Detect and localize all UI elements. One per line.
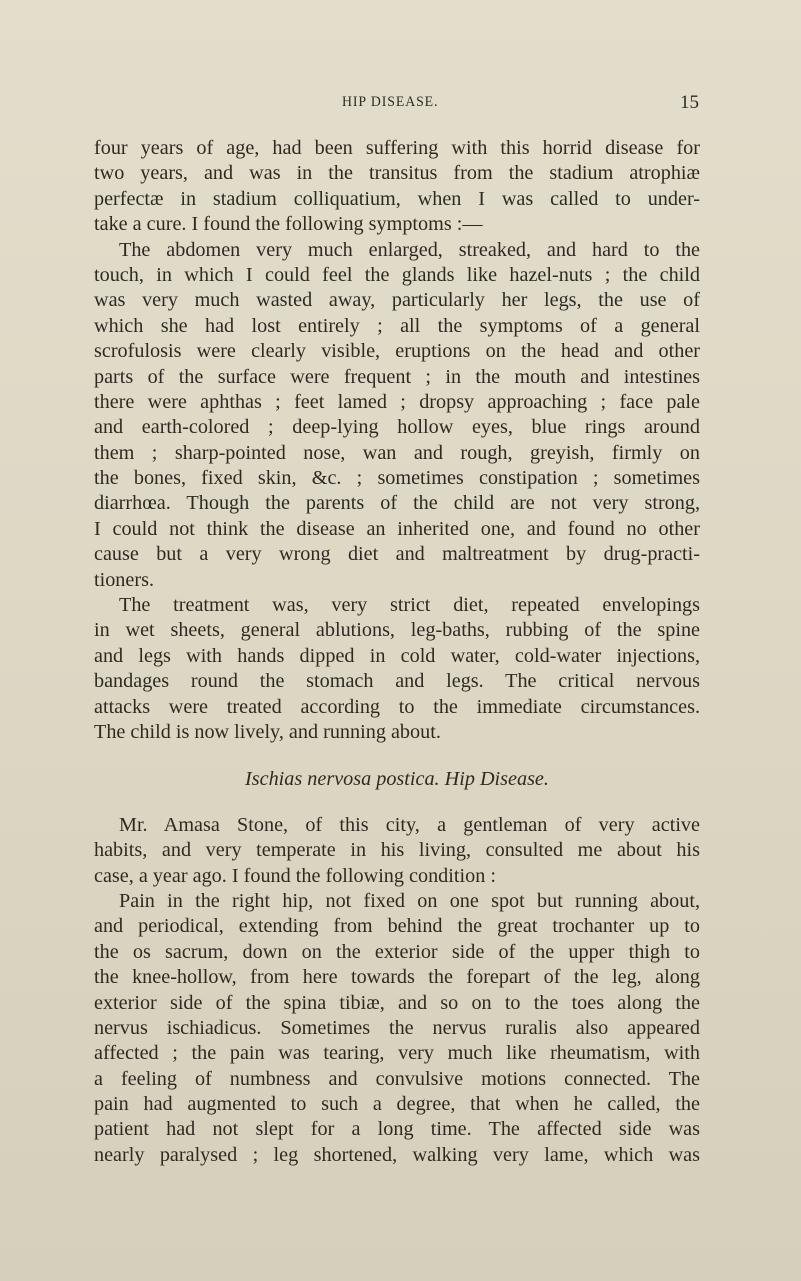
text-line: tioners.: [94, 568, 154, 591]
text-line: two years, and was in the transitus from the stadium atrophiæ: [94, 162, 700, 185]
text-line: the knee-hollow, from here towards the forepart of the leg, along: [94, 966, 700, 989]
page-number: 15: [680, 92, 699, 113]
text-line: and periodical, extending from behind the great trochanter up to: [94, 915, 700, 938]
running-title: HIP DISEASE.: [342, 94, 439, 110]
text-line: nearly paralysed ; leg shortened, walking very lame, which was: [94, 1143, 700, 1166]
text-line: case, a year ago. I found the following condition :: [94, 864, 496, 887]
text-line: cause but a very wrong diet and maltreatment by drug-practi-: [94, 543, 700, 566]
body-text: [94, 136, 700, 1168]
text-line: Pain in the right hip, not fixed on one spot but running about,: [119, 889, 700, 912]
text-line: nervus ischiadicus. Sometimes the nervus ruralis also appeared: [94, 1016, 700, 1039]
text-line: touch, in which I could feel the glands like hazel-nuts ; the child: [94, 263, 700, 286]
running-head: [0, 92, 801, 116]
text-line: The treatment was, very strict diet, repeated envelopings: [119, 594, 700, 617]
text-line: the os sacrum, down on the exterior side of the upper thigh to: [94, 940, 700, 963]
text-line: Mr. Amasa Stone, of this city, a gentleman of very active: [119, 813, 700, 836]
text-line: exterior side of the spina tibiæ, and so on to the toes along the: [94, 991, 700, 1014]
paragraph: [94, 889, 700, 1168]
text-line: affected ; the pain was tearing, very much like rheumatism, with: [94, 1042, 700, 1065]
text-line: them ; sharp-pointed nose, wan and rough, greyish, firmly on: [94, 441, 700, 464]
text-line: patient had not slept for a long time. The affected side was: [94, 1118, 700, 1141]
text-line: was very much wasted away, particularly her legs, the use of: [94, 289, 700, 312]
text-line: and earth-colored ; deep-lying hollow eyes, blue rings around: [94, 416, 700, 439]
text-line: The child is now lively, and running about.: [94, 720, 441, 743]
text-line: which she had lost entirely ; all the symptoms of a general: [94, 314, 700, 337]
paragraph: [94, 813, 700, 889]
text-line: attacks were treated according to the immediate circumstances.: [94, 695, 700, 718]
text-line: take a cure. I found the following symptoms :—: [94, 213, 483, 236]
text-line: parts of the surface were frequent ; in the mouth and intestines: [94, 365, 700, 388]
text-line: there were aphthas ; feet lamed ; dropsy approaching ; face pale: [94, 390, 700, 413]
paragraph: [94, 238, 700, 593]
text-line: and legs with hands dipped in cold water, cold-water injections,: [94, 644, 700, 667]
text-line: I could not think the disease an inherited one, and found no other: [94, 517, 700, 540]
paragraph: [94, 136, 700, 238]
text-line: pain had augmented to such a degree, that when he called, the: [94, 1093, 700, 1116]
text-line: a feeling of numbness and convulsive motions connected. The: [94, 1067, 700, 1090]
text-line: The abdomen very much enlarged, streaked, and hard to the: [119, 238, 700, 261]
text-line: bandages round the stomach and legs. The critical nervous: [94, 670, 700, 693]
paragraph: [94, 593, 700, 745]
text-line: perfectæ in stadium colliquatium, when I was called to under-: [94, 187, 700, 210]
text-line: diarrhœa. Though the parents of the child are not very strong,: [94, 492, 700, 515]
section-heading: Ischias nervosa postica. Hip Disease.: [245, 768, 549, 791]
text-line: scrofulosis were clearly visible, eruptions on the head and other: [94, 340, 700, 363]
text-line: habits, and very temperate in his living, consulted me about his: [94, 839, 700, 862]
text-line: in wet sheets, general ablutions, leg-baths, rubbing of the spine: [94, 619, 700, 642]
text-line: the bones, fixed skin, &c. ; sometimes constipation ; sometimes: [94, 467, 700, 490]
text-line: four years of age, had been suffering with this horrid disease for: [94, 137, 700, 159]
